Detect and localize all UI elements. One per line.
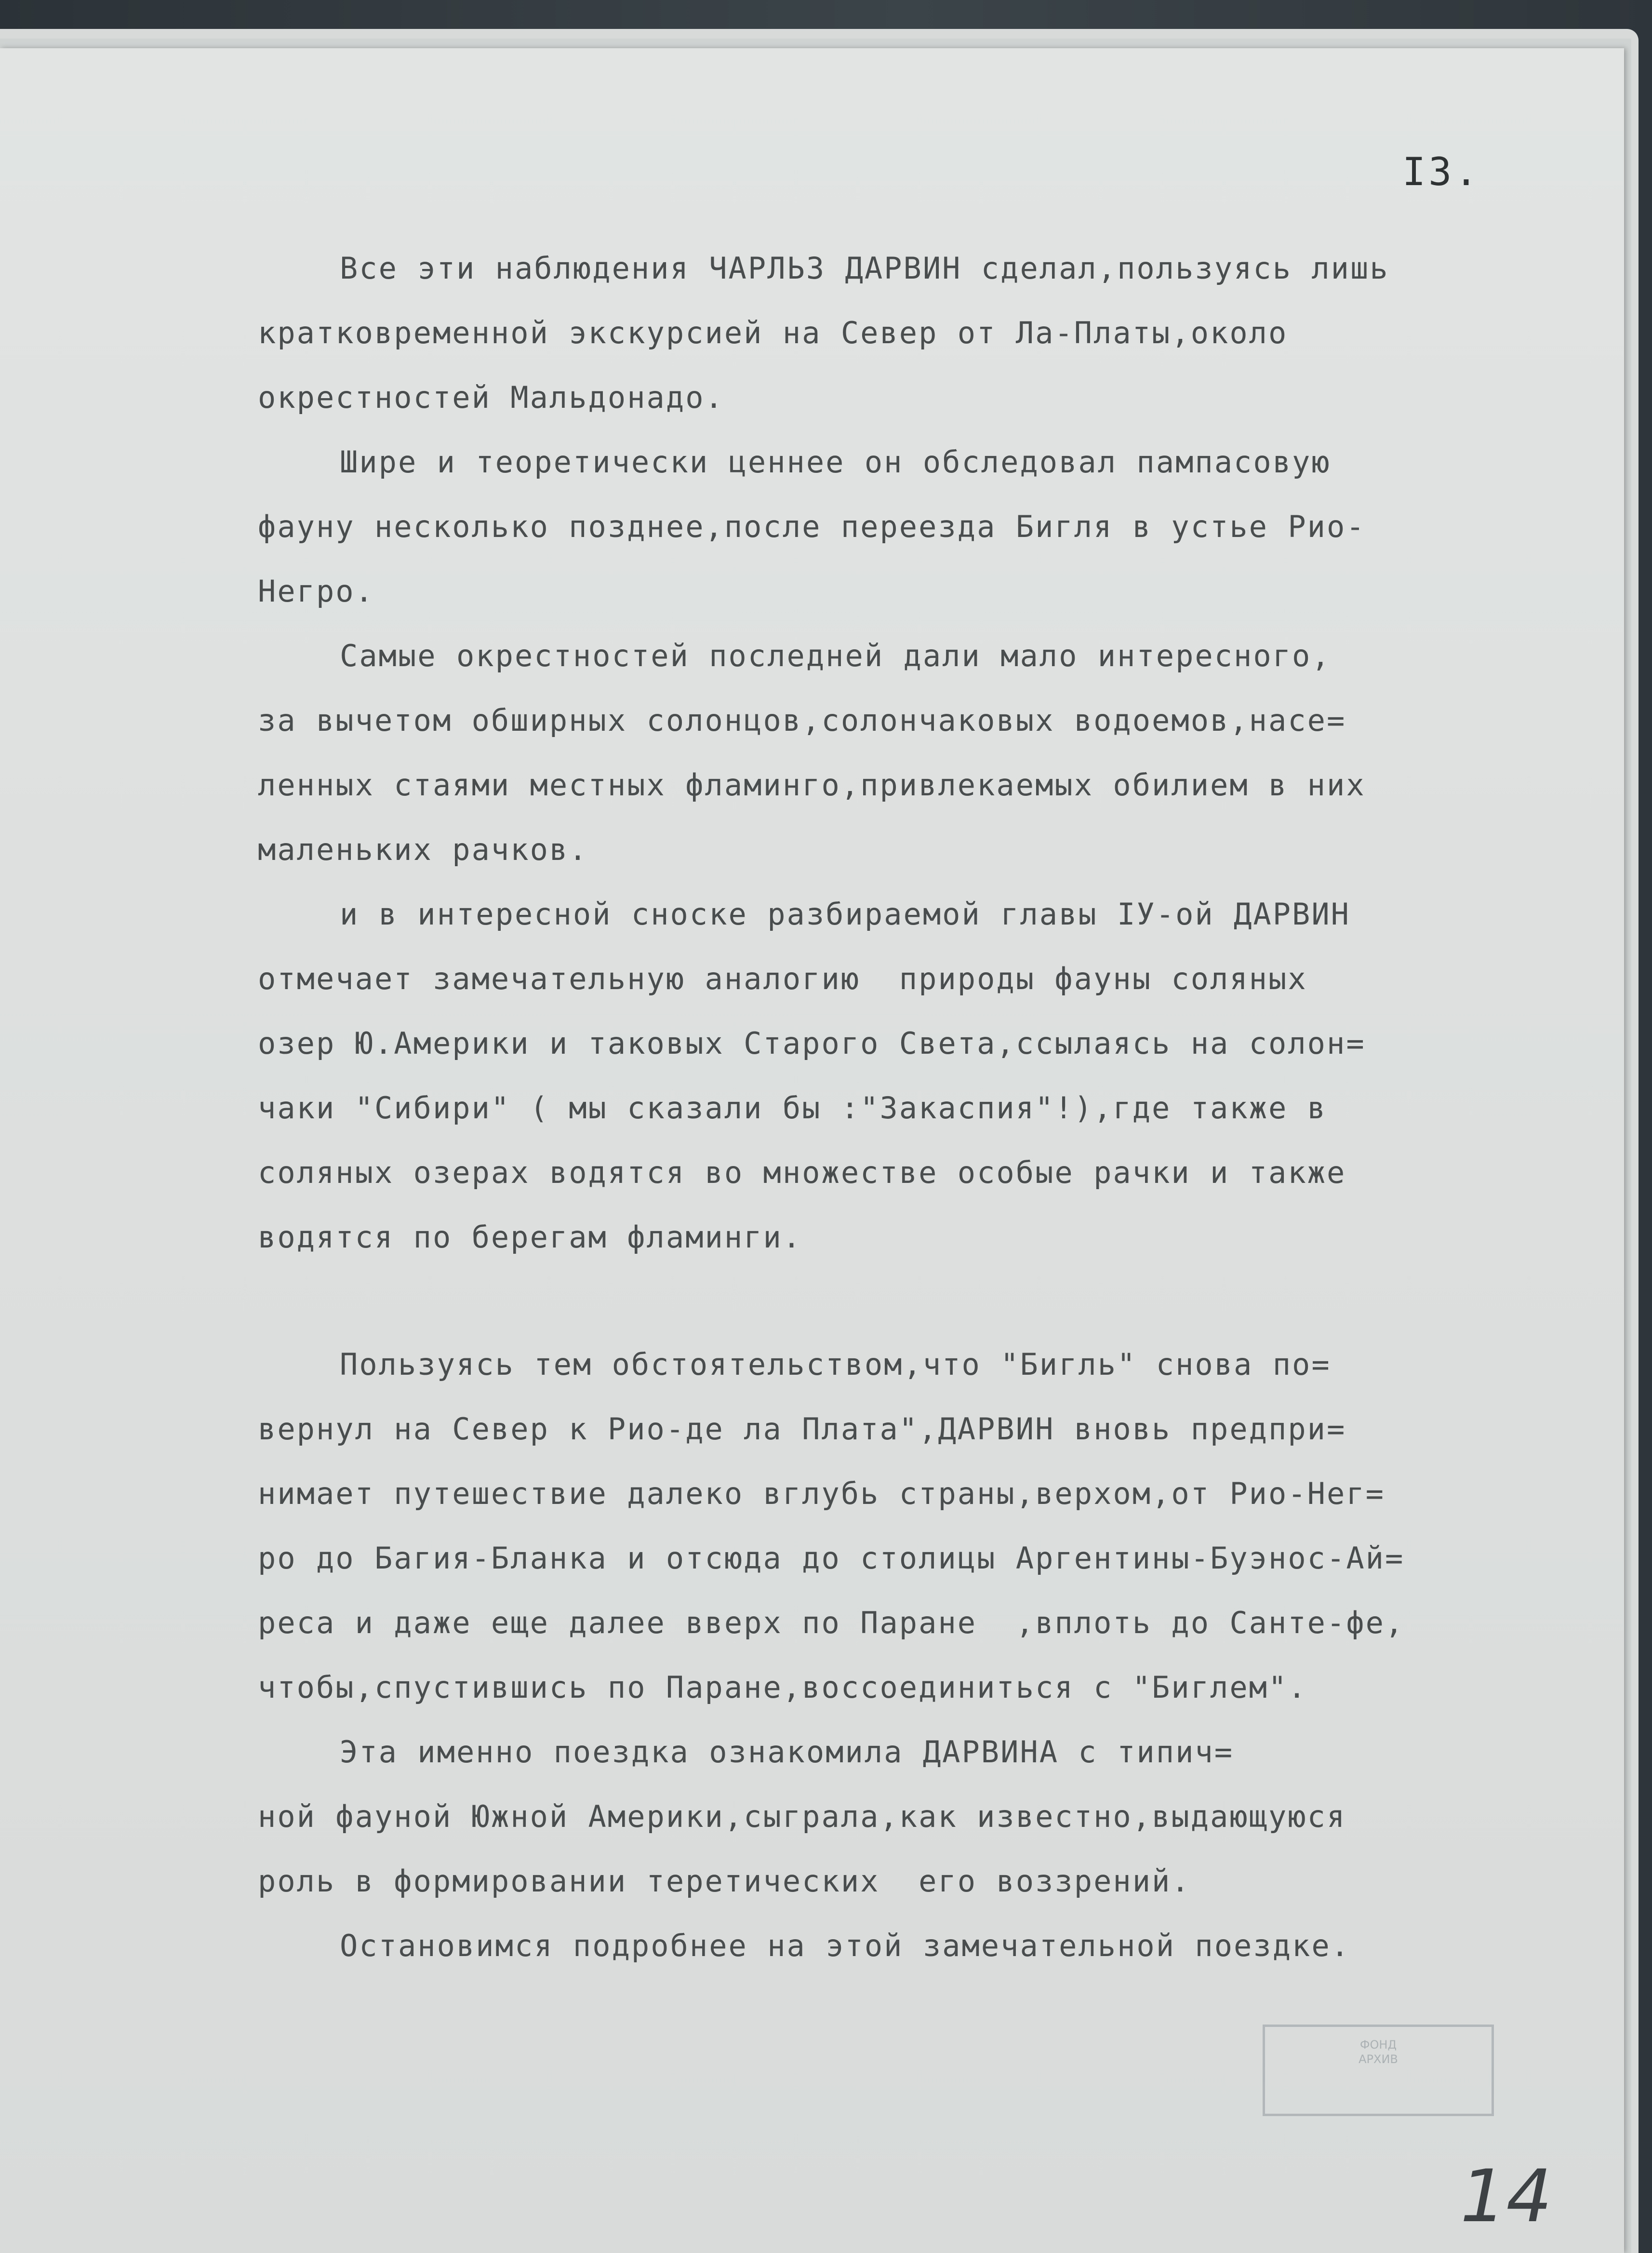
text-line: ной фауной Южной Америки,сыграла,как известно,выдающуюся: [258, 1799, 1346, 1834]
text-line: Эта именно поездка ознакомила ДАРВИНА с типич=: [340, 1734, 1234, 1770]
archive-stamp: [1263, 2025, 1494, 2116]
text-line: и в интересной сноске разбираемой главы IУ-ой ДАРВИН: [340, 897, 1351, 932]
text-line: Самые окрестностей последней дали мало интересного,: [340, 638, 1331, 673]
text-line: ленных стаями местных фламинго,привлекаемых обилием в них: [258, 767, 1366, 803]
paragraph-gap: [258, 1270, 1520, 1332]
text-line: фауну несколько позднее,после переезда Бигля в устье Рио-: [258, 509, 1366, 544]
stamp-line: АРХИВ: [1359, 2052, 1398, 2066]
paragraph: [258, 882, 1520, 1270]
paragraph: [258, 1332, 1520, 1720]
text-line: Шире и теоретически ценнее он обследовал пампасовую: [340, 444, 1331, 480]
stamp-line: ФОНД: [1359, 2038, 1397, 2052]
text-line: роль в формировании теретических его воззрений.: [258, 1864, 1191, 1899]
text-line: Пользуясь тем обстоятельством,что "Бигль" снова по=: [340, 1347, 1331, 1382]
text-line: маленьких рачков.: [258, 832, 588, 867]
text-line: кратковременной экскурсией на Север от Ла-Платы,около: [258, 315, 1288, 350]
page-number: I3.: [1402, 149, 1481, 194]
paragraph: [258, 1720, 1520, 1914]
archive-page-number: 14: [1460, 2155, 1552, 2239]
text-line: чтобы,спустившись по Паране,воссоединиться с "Биглем".: [258, 1670, 1307, 1705]
text-line: водятся по берегам фламинги.: [258, 1220, 802, 1255]
text-line: Все эти наблюдения ЧАРЛЬЗ ДАРВИН сделал,пользуясь лишь: [340, 251, 1389, 286]
text-line: чаки "Сибири" ( мы сказали бы :"Закаспия"!),где также в: [258, 1090, 1327, 1126]
paragraph: [258, 1914, 1520, 1978]
text-line: за вычетом обширных солонцов,солончаковых водоемов,насе=: [258, 703, 1346, 738]
text-line: Негро.: [258, 574, 374, 609]
paragraph: [258, 430, 1520, 624]
text-body: [258, 236, 1520, 1978]
text-line: Остановимся подробнее на этой замечательной поездке.: [340, 1928, 1351, 1963]
text-line: ро до Багия-Бланка и отсюда до столицы Аргентины-Буэнос-Ай=: [258, 1541, 1405, 1576]
text-line: соляных озерах водятся во множестве особые рачки и также: [258, 1155, 1346, 1190]
paragraph: [258, 624, 1520, 882]
text-line: реса и даже еще далее вверх по Паране ,вплоть до Санте-фе,: [258, 1605, 1405, 1640]
text-line: отмечает замечательную аналогию природы фауны соляных: [258, 961, 1307, 996]
text-line: нимает путешествие далеко вглубь страны,верхом,от Рио-Нег=: [258, 1476, 1385, 1511]
paragraph: [258, 236, 1520, 430]
text-line: озер Ю.Америки и таковых Старого Света,ссылаясь на солон=: [258, 1026, 1366, 1061]
text-line: вернул на Север к Рио-де ла Плата",ДАРВИН вновь предпри=: [258, 1411, 1346, 1447]
text-line: окрестностей Мальдонадо.: [258, 380, 724, 415]
